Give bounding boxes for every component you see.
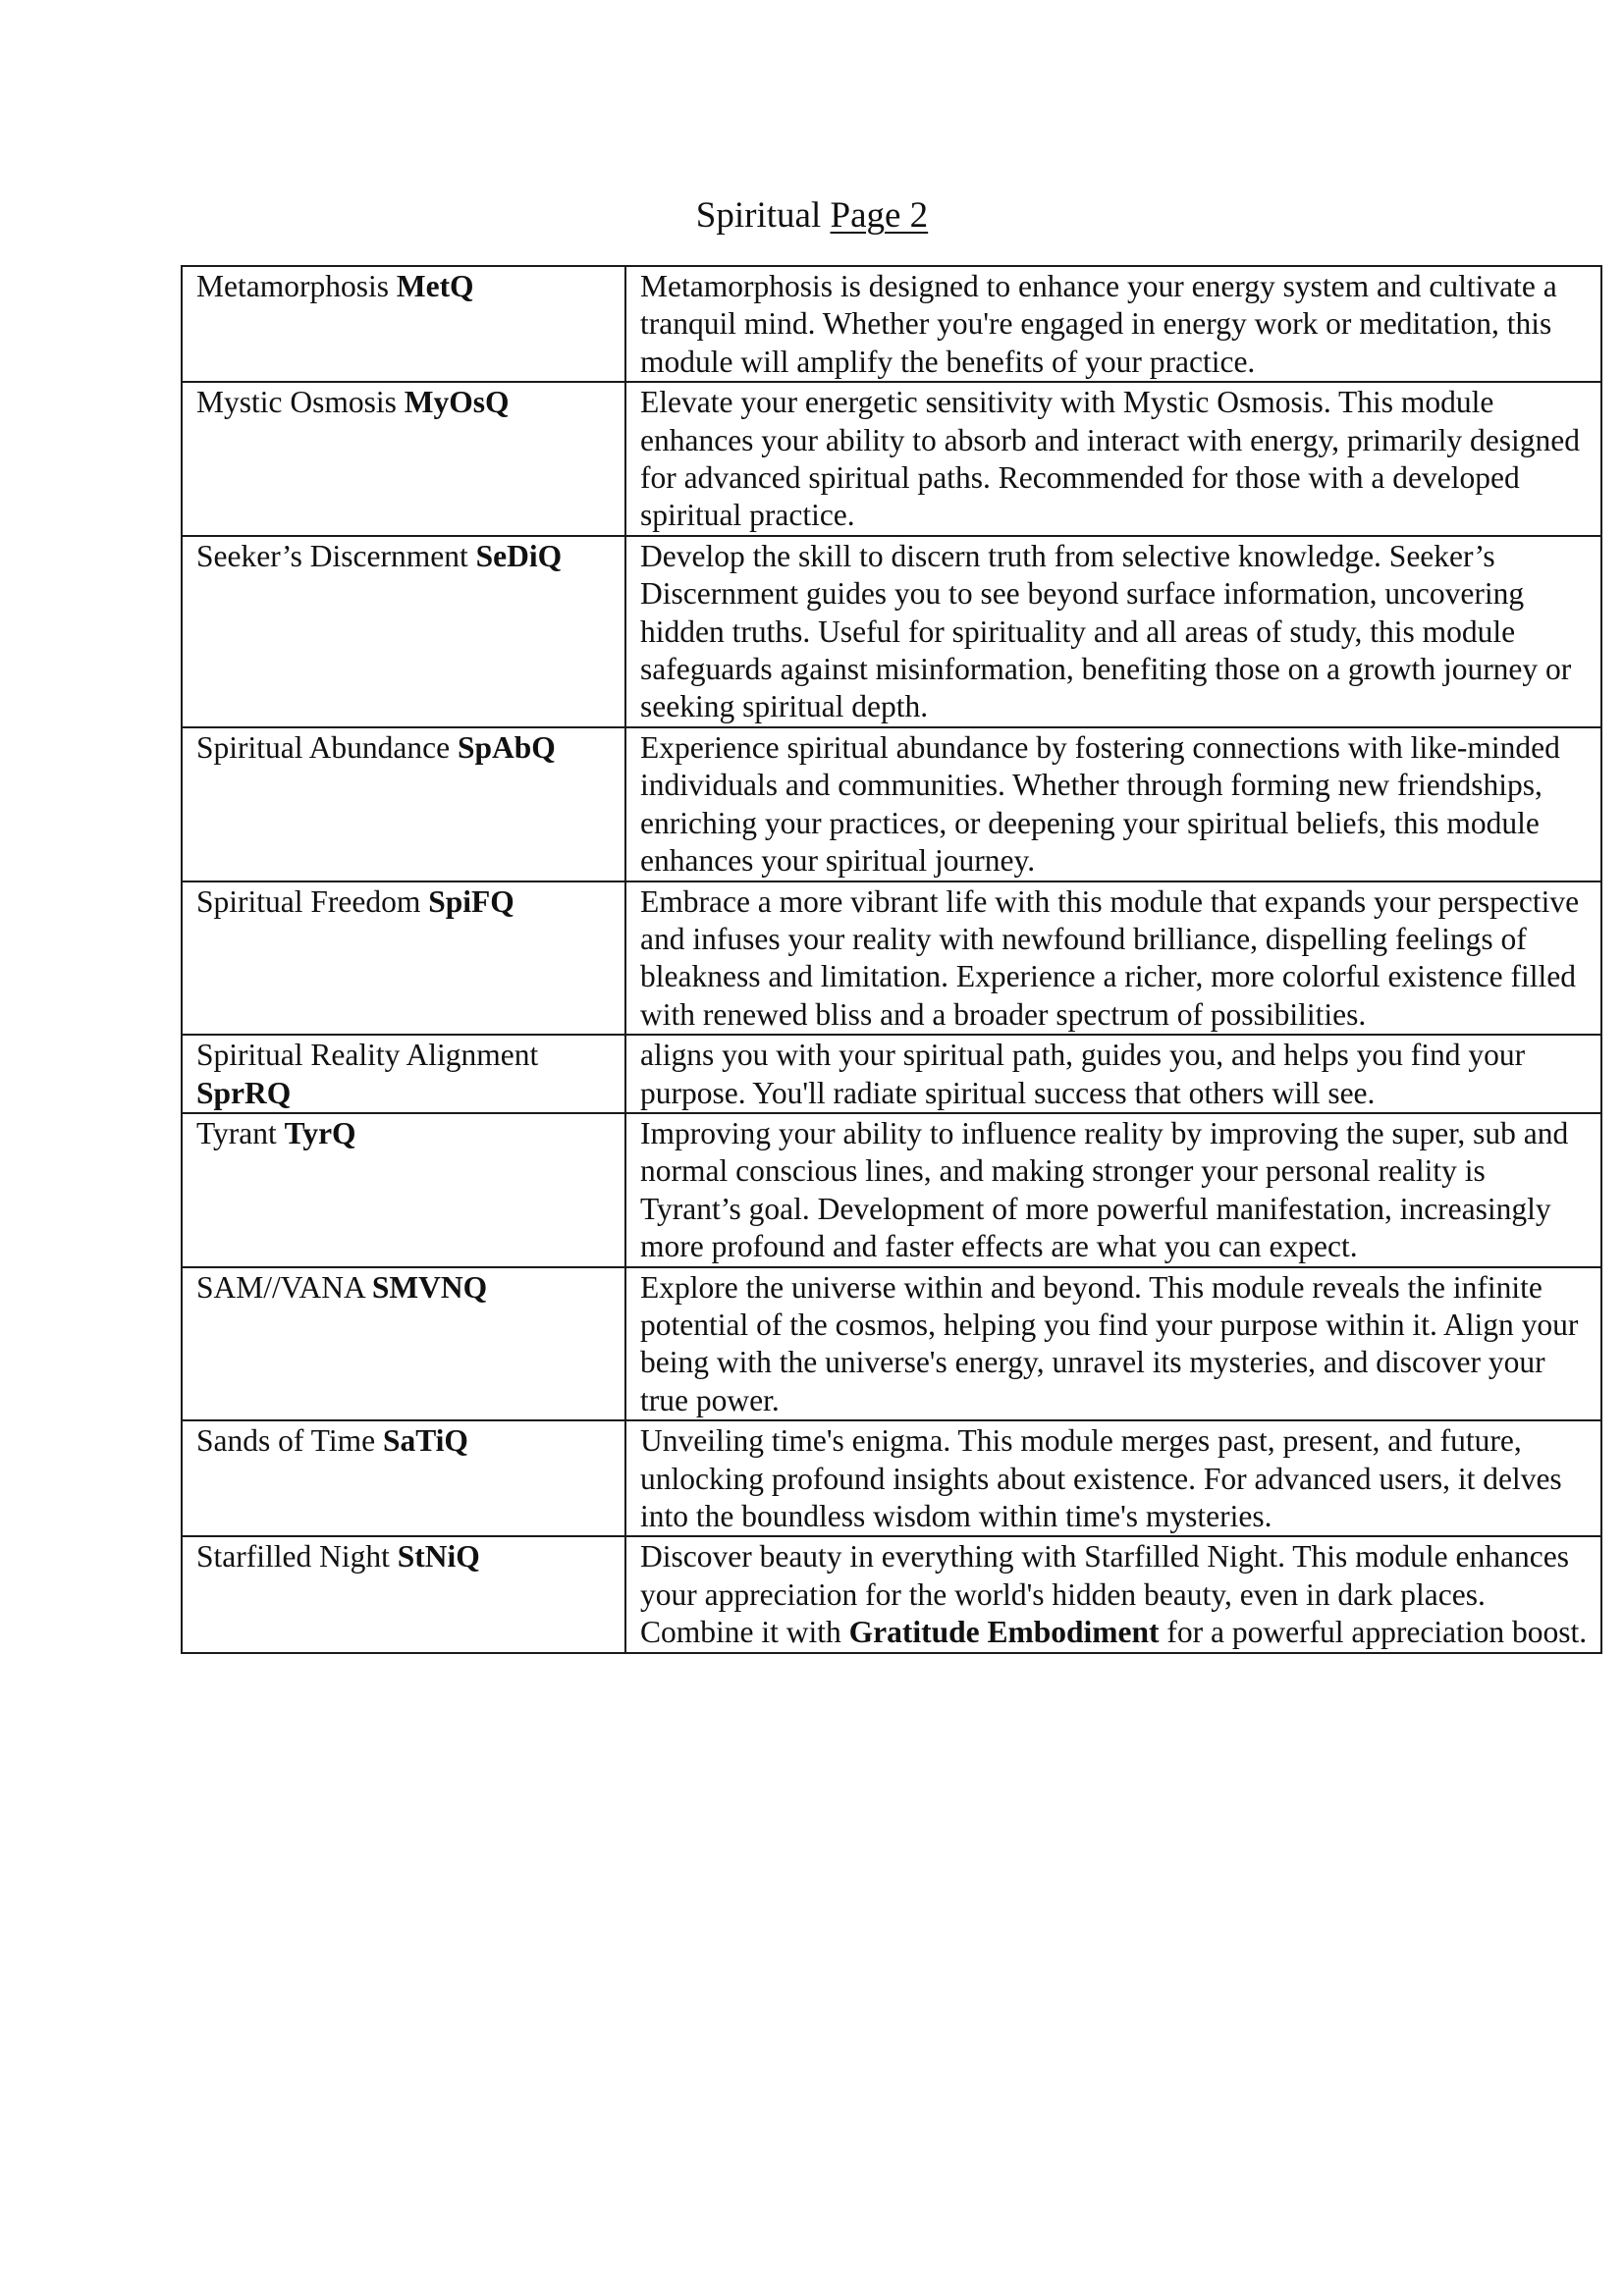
table-row <box>182 382 1601 536</box>
module-description-text: for a powerful appreciation boost. <box>1166 1615 1588 1650</box>
module-name: Metamorphosis <box>196 269 389 303</box>
module-name: Seeker’s Discernment <box>196 538 468 573</box>
module-name: SAM//VANA <box>196 1269 364 1305</box>
module-name: Spiritual Reality Alignment <box>196 1038 539 1073</box>
page-title-link[interactable]: Page 2 <box>830 195 929 236</box>
page-title-prefix: Spiritual <box>695 195 822 236</box>
module-code: SMVNQ <box>371 1269 488 1305</box>
module-name-cell <box>182 266 625 382</box>
table-row <box>182 1536 1601 1652</box>
module-name-cell <box>182 1035 625 1113</box>
page-title <box>0 194 1624 238</box>
table-row <box>182 1035 1601 1113</box>
module-code: SpiFQ <box>428 883 514 919</box>
module-name: Spiritual Abundance <box>196 729 451 765</box>
module-name-cell <box>182 1267 625 1421</box>
module-name: Sands of Time <box>196 1423 376 1459</box>
module-description <box>625 1536 1601 1652</box>
module-name: Tyrant <box>196 1115 277 1150</box>
table-row <box>182 266 1601 382</box>
module-description: Improving your ability to influence reality by improving the super, sub and normal conscious lines, and making stronger your personal reality is Tyrant’s goal. Development of more powerful manifestation, increasingly more profound and faster effects are what you can expect. <box>625 1113 1601 1267</box>
modules-table <box>181 265 1602 1654</box>
module-name-cell <box>182 1113 625 1267</box>
module-code: MetQ <box>396 269 474 303</box>
module-reference: Gratitude Embodiment <box>848 1615 1160 1650</box>
module-description: Embrace a more vibrant life with this module that expands your perspective and infuses your reality with newfound brilliance, dispelling feelings of bleakness and limitation. Experience a richer, more colorful existence filled with renewed bliss and a broader spectrum of possibilities. <box>625 881 1601 1036</box>
table-row <box>182 1420 1601 1536</box>
module-description: Experience spiritual abundance by fostering connections with like-minded individuals and communities. Whether through forming new friendships, enriching your practices, or deepening your spiritual beliefs, this module enhances your spiritual journey. <box>625 727 1601 881</box>
module-description: Elevate your energetic sensitivity with Mystic Osmosis. This module enhances your ability to absorb and interact with energy, primarily designed for advanced spiritual paths. Recommended for those with a developed spiritual practice. <box>625 382 1601 536</box>
module-code: SaTiQ <box>382 1423 468 1459</box>
module-description: Unveiling time's enigma. This module merges past, present, and future, unlocking profound insights about existence. For advanced users, it delves into the boundless wisdom within time's mysteries. <box>625 1420 1601 1536</box>
module-name-cell <box>182 881 625 1036</box>
table-row <box>182 536 1601 727</box>
module-code: TyrQ <box>284 1115 356 1150</box>
module-name-cell <box>182 1420 625 1536</box>
module-name-cell <box>182 1536 625 1652</box>
module-code: SpAbQ <box>457 729 556 765</box>
module-name: Starfilled Night <box>196 1539 390 1575</box>
module-description-text: Discover beauty in everything with Starfilled Night. This module enhances your appreciation for the world's hidden beauty, even in dark places. Combine it with <box>640 1539 1569 1650</box>
module-description: aligns you with your spiritual path, guides you, and helps you find your purpose. You'll radiate spiritual success that others will see. <box>625 1035 1601 1113</box>
module-name: Mystic Osmosis <box>196 385 397 420</box>
module-code: MyOsQ <box>404 385 510 420</box>
module-name-cell <box>182 382 625 536</box>
module-code: SeDiQ <box>475 538 563 573</box>
module-code: SprRQ <box>196 1075 292 1110</box>
module-description: Explore the universe within and beyond. This module reveals the infinite potential of the cosmos, helping you find your purpose within it. Align your being with the universe's energy, unravel its mysteries, and discover your true power. <box>625 1267 1601 1421</box>
table-row <box>182 727 1601 881</box>
module-description: Metamorphosis is designed to enhance your energy system and cultivate a tranquil mind. Whether you're engaged in energy work or meditation, this module will amplify the benefits of your practice. <box>625 266 1601 382</box>
table-row <box>182 881 1601 1036</box>
module-name-cell <box>182 536 625 727</box>
module-code: StNiQ <box>397 1539 480 1575</box>
module-name: Spiritual Freedom <box>196 883 421 919</box>
module-name-cell <box>182 727 625 881</box>
module-description: Develop the skill to discern truth from selective knowledge. Seeker’s Discernment guides you to see beyond surface information, uncovering hidden truths. Useful for spirituality and all areas of study, this module safeguards against misinformation, benefiting those on a growth journey or seeking spiritual depth. <box>625 536 1601 727</box>
table-row <box>182 1267 1601 1421</box>
table-row <box>182 1113 1601 1267</box>
